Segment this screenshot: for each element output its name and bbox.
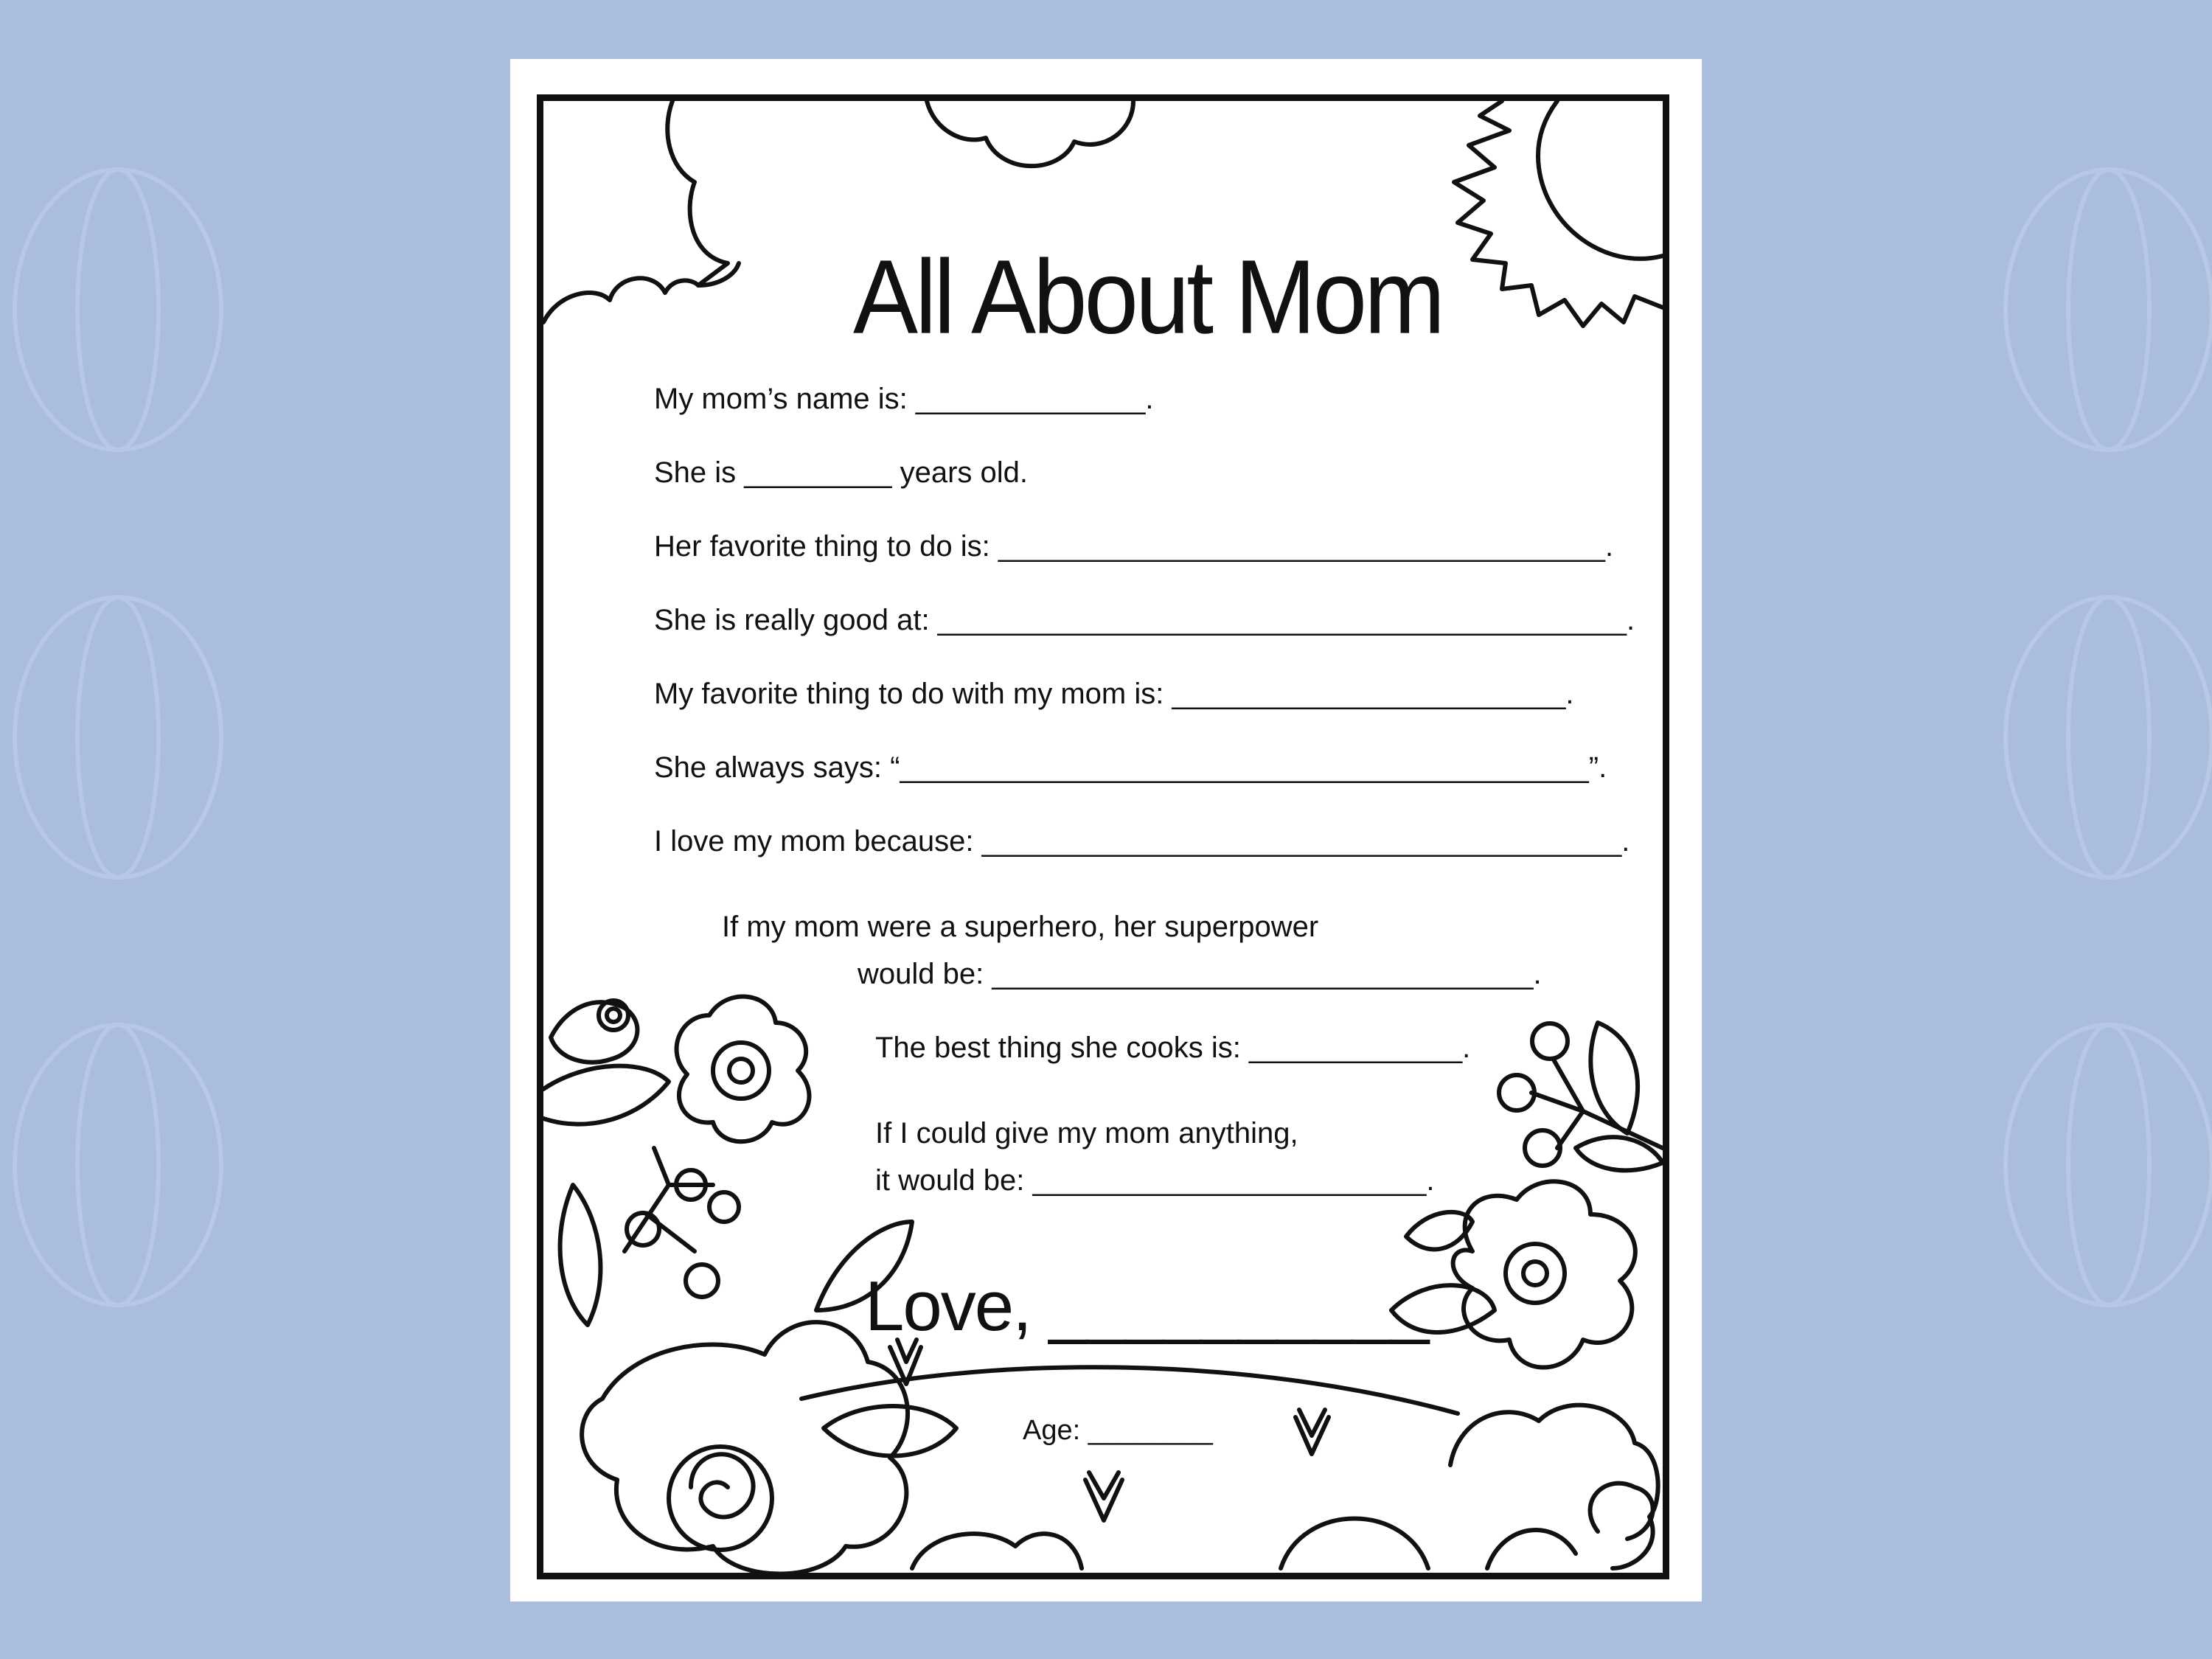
balloon-watermark-icon <box>15 170 221 450</box>
worksheet-paper <box>510 59 1702 1601</box>
balloon-watermark-icon <box>2006 170 2212 450</box>
balloon-watermark-icon <box>2006 597 2212 877</box>
prompt-always-says: She always says: “__________________________________________”. <box>654 751 1607 784</box>
cloud-left-icon <box>543 101 739 322</box>
balloon-watermark-icon <box>2006 1025 2212 1305</box>
balloon-watermark-icon <box>15 1025 221 1305</box>
prompt-give-line1: If I could give my mom anything, <box>875 1117 1298 1150</box>
cloud-top-icon <box>927 101 1133 166</box>
prompt-age: She is _________ years old. <box>654 456 1029 489</box>
sun-icon <box>1454 101 1663 326</box>
prompt-favorite-with-mom: My favorite thing to do with my mom is: ________________________. <box>654 678 1574 710</box>
signature-age: Age: ________ <box>1023 1415 1213 1446</box>
worksheet-border <box>537 94 1669 1579</box>
prompt-good-at: She is really good at: __________________________________________. <box>654 604 1635 636</box>
prompt-superhero-line1: If my mom were a superhero, her superpower <box>722 911 1319 943</box>
prompt-superhero-line2: would be: _________________________________. <box>858 958 1542 990</box>
prompt-love-because: I love my mom because: _______________________________________. <box>654 825 1630 858</box>
prompt-cooks: The best thing she cooks is: _____________. <box>875 1032 1471 1064</box>
bottom-right-flowers-icon <box>1391 1023 1663 1568</box>
prompt-give-line2: it would be: ________________________. <box>875 1164 1435 1197</box>
balloon-watermark-icon <box>15 597 221 877</box>
signature-love: Love, __________ <box>865 1267 1428 1346</box>
prompt-name: My mom’s name is: ______________. <box>654 383 1154 415</box>
prompt-favorite-thing: Her favorite thing to do is: _____________________________________. <box>654 530 1614 563</box>
page-title: All About Mom <box>853 238 1443 355</box>
